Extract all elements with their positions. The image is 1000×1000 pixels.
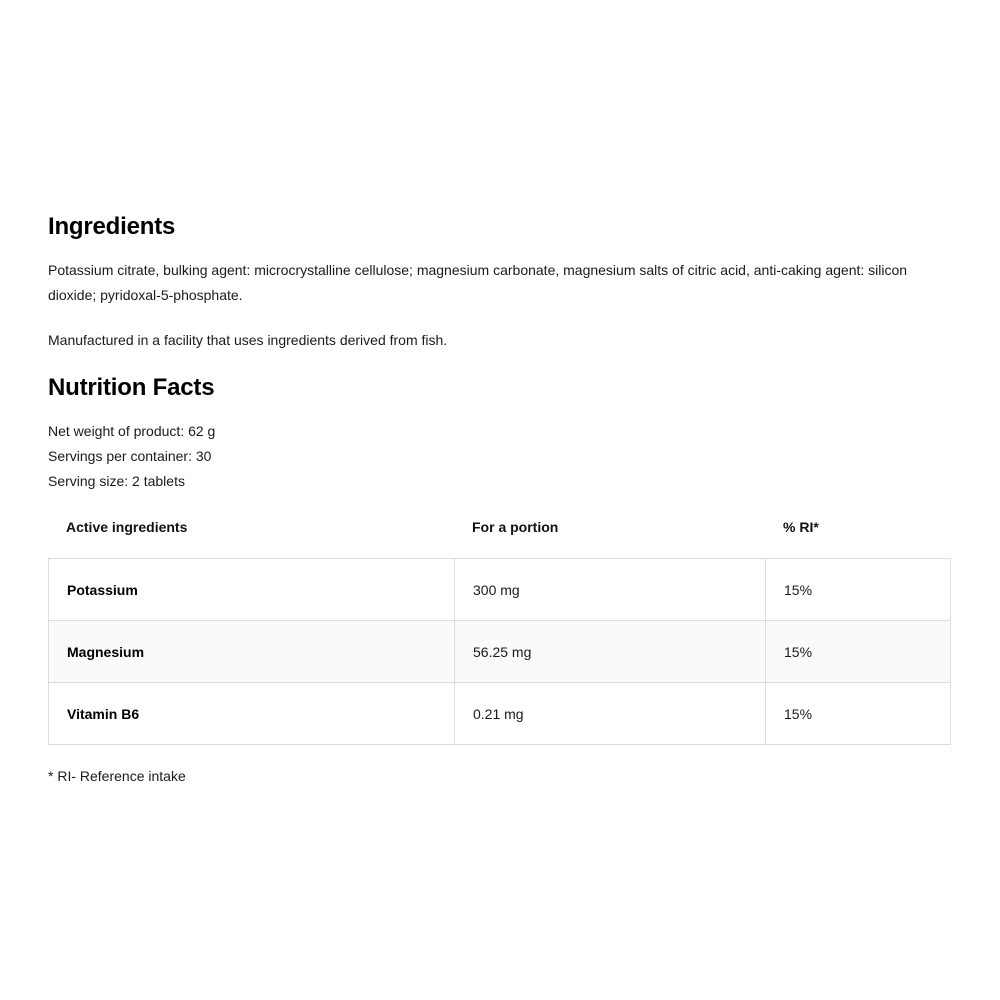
net-weight: Net weight of product: 62 g	[48, 423, 216, 439]
ingredient-name: Vitamin B6	[49, 683, 455, 744]
serving-size: Serving size: 2 tablets	[48, 473, 185, 489]
ingredients-text: Potassium citrate, bulking agent: microcrystalline cellulose; magnesium carbonate, magnesium salts of citric acid, anti-caking agent: silicon dioxide; pyridoxal-5-phosphate.	[48, 262, 908, 303]
ri-percent: 15%	[784, 705, 813, 722]
ri-percent: 15%	[784, 581, 813, 598]
portion-amount: 0.21 mg	[455, 683, 766, 744]
column-header-ri: % RI*	[783, 519, 819, 535]
nutrition-facts-heading: Nutrition Facts	[48, 374, 215, 401]
column-header-active-ingredients: Active ingredients	[66, 519, 188, 535]
ri-footnote: * RI- Reference intake	[48, 768, 186, 784]
table-row	[49, 620, 950, 682]
table-row	[49, 559, 950, 620]
facility-note: Manufactured in a facility that uses ingredients derived from fish.	[48, 332, 448, 348]
table-row	[49, 682, 950, 744]
nutrition-meta	[48, 419, 951, 494]
ingredients-heading: Ingredients	[48, 213, 176, 240]
ingredient-name: Magnesium	[49, 621, 455, 682]
nutrition-table	[48, 512, 951, 745]
column-header-for-a-portion: For a portion	[472, 519, 559, 535]
portion-amount: 56.25 mg	[455, 621, 766, 682]
ri-percent: 15%	[784, 643, 813, 660]
table-header-row	[48, 512, 951, 558]
servings-per-container: Servings per container: 30	[48, 448, 212, 464]
ingredient-name: Potassium	[49, 559, 455, 620]
table-body	[48, 558, 951, 745]
product-info-panel	[48, 212, 951, 785]
portion-amount: 300 mg	[455, 559, 766, 620]
